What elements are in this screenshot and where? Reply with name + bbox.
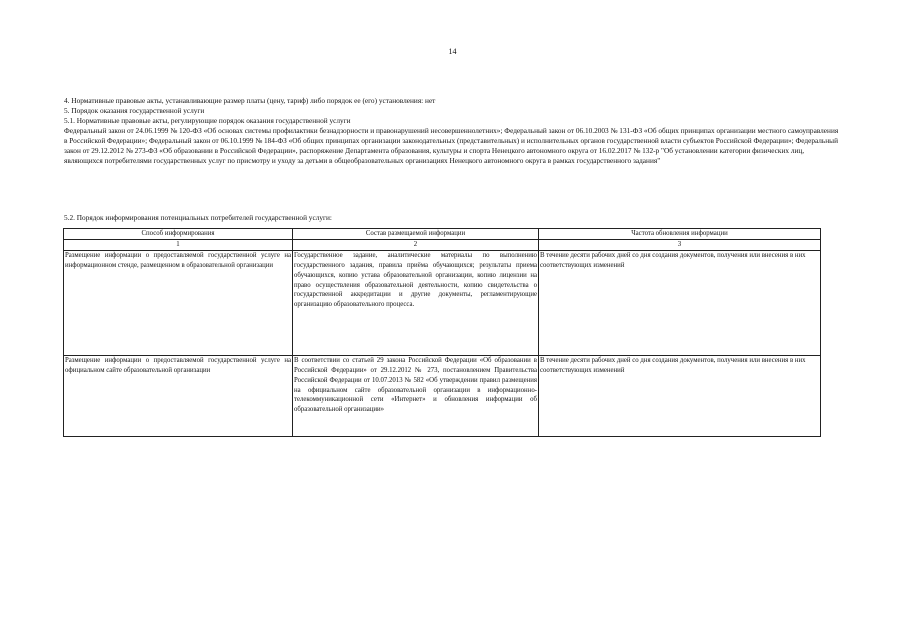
column-number: 3 — [539, 239, 821, 250]
cell-method: Размещение информации о предоставляемой государственной услуге на официальном сайте образовательной организации — [64, 355, 293, 436]
informing-table — [63, 228, 821, 437]
cell-frequency: В течение десяти рабочих дней со дня создания документов, получения или внесения в них соответствующих изменений — [539, 250, 821, 355]
page-number: 14 — [448, 47, 457, 56]
table-row — [64, 355, 821, 436]
section-5-1-line: 5.1. Нормативные правовые акты, регулирующие порядок оказания государственной услуги — [64, 116, 351, 125]
section-4-5-text — [64, 96, 839, 166]
column-number: 1 — [64, 239, 293, 250]
section-5-line: 5. Порядок оказания государственной услуги — [64, 106, 205, 115]
header-frequency: Частота обновления информации — [539, 229, 821, 240]
section-4-line: 4. Нормативные правовые акты, устанавливающие размер платы (цену, тариф) либо порядок ее (его) установления: нет — [64, 96, 436, 105]
table-row — [64, 250, 821, 355]
table-number-row — [64, 239, 821, 250]
legal-acts-paragraph: Федеральный закон от 24.06.1999 № 120-ФЗ «Об основах системы профилактики безнадзорности и правонарушений несовершеннолетних»; Федеральный закон от 06.10.2003 № 131-ФЗ «Об общих принципах организации местного самоуправления в Российской Федерации»; Федеральный закон от 06.10.1999 № 184-ФЗ «Об общих принципах организации законодательных (представительных) и исполнительных органов государственной власти субъектов Российской Федерации»; Федеральный закон от 29.12.2012 № 273-ФЗ «Об образовании в Российской Федерации», распоряжение Департамента образования, культуры и спорта Ненецкого автономного округа от 16.02.2017 № 132-р "Об установлении категории физических лиц, являющихся потребителями государственных услуг по присмотру и уходу за детьми в общеобразовательных организациях Ненецкого автономного округа в рамках государственного задания" — [64, 126, 839, 165]
header-content: Состав размещаемой информации — [293, 229, 539, 240]
table-header-row — [64, 229, 821, 240]
cell-frequency: В течение десяти рабочих дней со дня создания документов, получения или внесения в них соответствующих изменений — [539, 355, 821, 436]
column-number: 2 — [293, 239, 539, 250]
section-5-2-title: 5.2. Порядок информирования потенциальных потребителей государственной услуги: — [64, 213, 332, 222]
header-method: Способ информирования — [64, 229, 293, 240]
cell-content: В соответствии со статьей 29 закона Российской Федерации «Об образовании в Российской Федерации» от 29.12.2012 № 273, постановлением Правительства Российской Федерации от 10.07.2013 № 582 «Об утверждении правил размещения на официальном сайте образовательной организации в информационно-телекоммуникационной сети «Интернет» и обновления информации об образовательной организации» — [293, 355, 539, 436]
cell-method: Размещение информации о предоставляемой государственной услуге на информационном стенде, размещенном в образовательной организации — [64, 250, 293, 355]
cell-content: Государственное задание, аналитические материалы по выполнению государственного задания, правила приёма обучающихся; результаты приема обучающихся, копию устава образовательной организации, копию лицензии на право осуществления образовательной деятельности, копию свидетельства о государственной аккредитации и другие документы, регламентирующие организацию образовательного процесса. — [293, 250, 539, 355]
